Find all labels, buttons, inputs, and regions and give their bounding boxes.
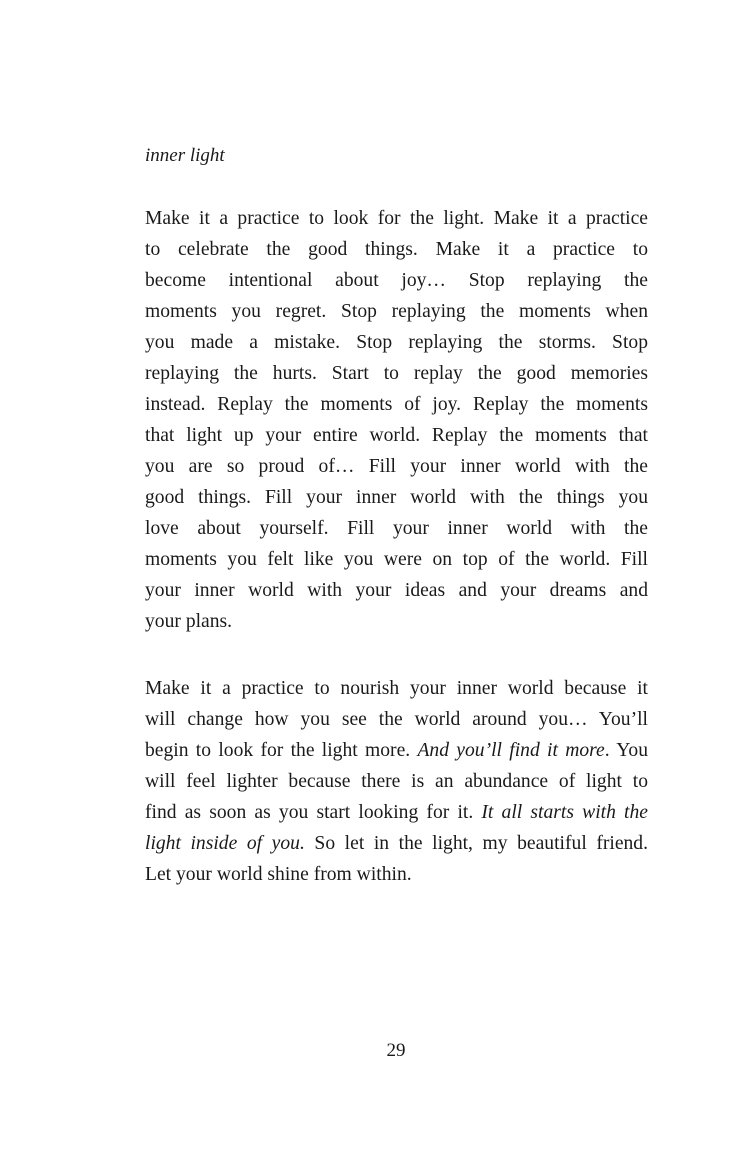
text-segment: Make it a practice to nourish your inner world because it [145, 678, 648, 699]
text-line [145, 859, 648, 890]
text-line [145, 704, 648, 735]
text-line: love about yourself. Fill your inner world with the [145, 518, 648, 539]
text-line: replaying the hurts. Start to replay the good memories [145, 363, 648, 384]
text-line: your plans. [145, 611, 233, 632]
text-line: you made a mistake. Stop replaying the storms. Stop [145, 332, 648, 353]
text-segment: Let your world shine from within. [145, 864, 412, 885]
text-line: that light up your entire world. Replay the moments that [145, 425, 648, 446]
italic-text: light inside of you. [145, 833, 305, 854]
text-line [145, 735, 648, 766]
text-line [145, 673, 648, 704]
italic-text: It all starts with the [481, 802, 648, 823]
section-heading: inner light [145, 145, 225, 166]
text-segment: will change how you see the world around you… You’ll [145, 709, 648, 730]
paragraph-2 [145, 673, 648, 890]
text-line: become intentional about joy… Stop replaying the [145, 270, 648, 291]
text-line: instead. Replay the moments of joy. Replay the moments [145, 394, 648, 415]
text-line: moments you felt like you were on top of the world. Fill [145, 549, 648, 570]
text-segment: will feel lighter because there is an abundance of light to [145, 771, 648, 792]
text-line: Make it a practice to look for the light. Make it a practice [145, 208, 648, 229]
text-line [145, 797, 648, 828]
italic-text: And you’ll find it more [417, 740, 605, 761]
text-line: good things. Fill your inner world with the things you [145, 487, 648, 508]
text-segment: find as soon as you start looking for it. [145, 802, 482, 823]
text-line: your inner world with your ideas and your dreams and [145, 580, 648, 601]
text-line: moments you regret. Stop replaying the moments when [145, 301, 648, 322]
paragraph-1 [145, 203, 648, 637]
page-number: 29 [386, 1040, 406, 1061]
text-segment: So let in the light, my beautiful friend. [304, 833, 649, 854]
text-line: to celebrate the good things. Make it a practice to [145, 239, 648, 260]
text-line [145, 828, 648, 859]
text-segment: begin to look for the light more. [145, 740, 418, 761]
text-line: you are so proud of… Fill your inner world with the [145, 456, 648, 477]
text-line [145, 766, 648, 797]
text-segment: . You [604, 740, 648, 761]
